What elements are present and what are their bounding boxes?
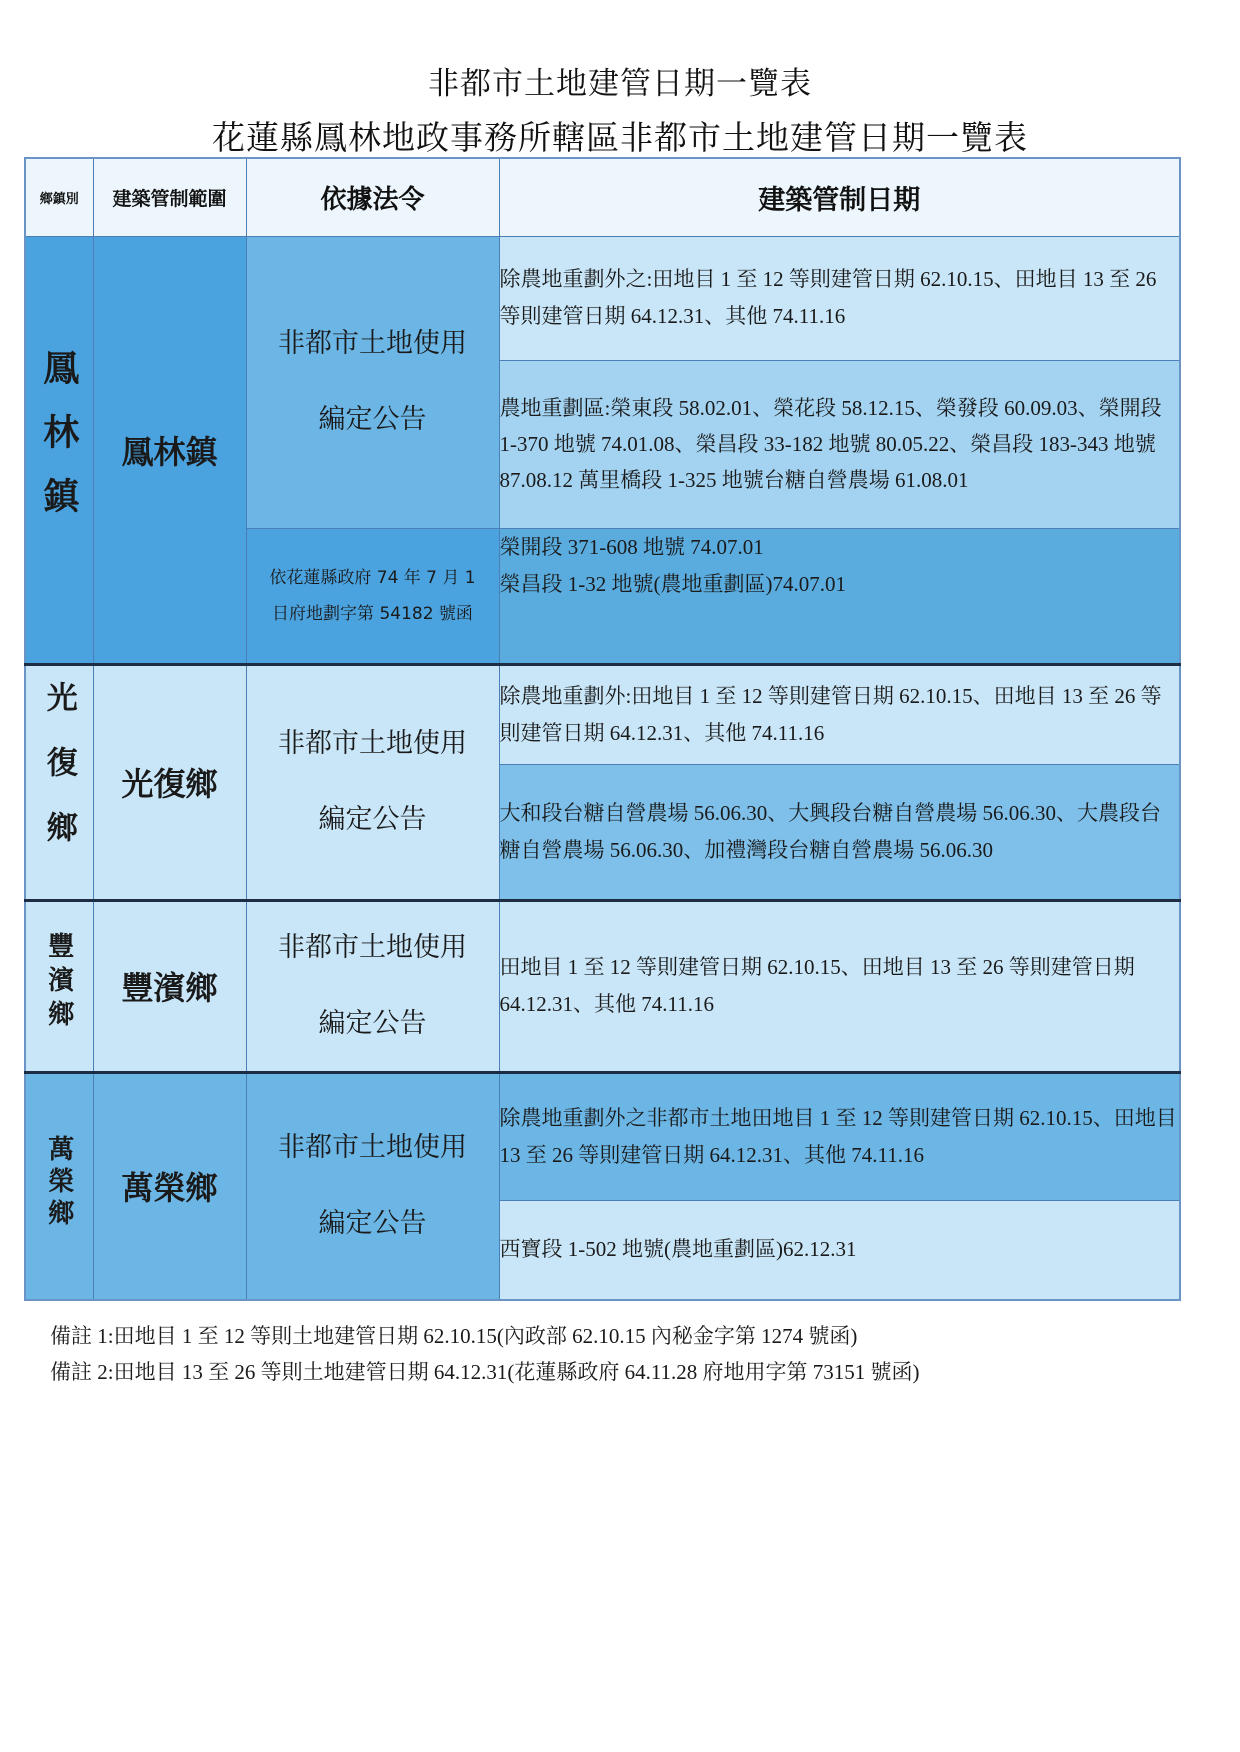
header-date: 建築管制日期: [499, 158, 1180, 236]
town-fengbin: [25, 900, 93, 1072]
town-wanrong-label: 萬榮鄉: [43, 1134, 74, 1231]
sub-title: 花蓮縣鳳林地政事務所轄區非都市土地建管日期一覽表: [212, 118, 1028, 157]
law-fenglin-b: [246, 528, 499, 664]
law-wanrong-line2: 編定公告: [318, 1208, 427, 1240]
scope-fengbin: 豐濱鄉: [93, 900, 246, 1072]
law-fenglin: [246, 236, 499, 528]
header-town: 鄉鎮別: [25, 158, 93, 236]
table-row: [25, 1072, 1180, 1200]
law-fengbin-line2: 編定公告: [318, 1008, 427, 1039]
law-guangfu-line2: 編定公告: [318, 804, 427, 835]
date-fenglin-3-line1: 榮開段 371-608 地號 74.07.01: [499, 534, 764, 559]
table-row: [25, 900, 1180, 1072]
law-fengbin: [246, 900, 499, 1072]
law-fenglin-line1: 非都市土地使用: [278, 328, 467, 359]
note-1: 備註 1:田地目 1 至 12 等則土地建管日期 62.10.15(內政部 62.10.15 內秘金字第 1274 號函): [50, 1324, 858, 1348]
scope-fenglin: 鳳林鎮: [93, 236, 246, 664]
date-fenglin-2: 農地重劃區:榮東段 58.02.01、榮花段 58.12.15、榮發段 60.09.03、榮開段 1-370 地號 74.01.08、榮昌段 33-182 地號 80.05.22、榮昌段 183-343 地號 87.08.12 萬里橋段 1-325 地號台糖自營農場 61.08.01: [499, 360, 1180, 528]
town-wanrong: [25, 1072, 93, 1300]
law-fenglin-line2: 編定公告: [318, 404, 427, 435]
table-row: [25, 664, 1180, 764]
table-header-row: [25, 158, 1180, 236]
date-guangfu-2: 大和段台糖自營農場 56.06.30、大興段台糖自營農場 56.06.30、大農段台糖自營農場 56.06.30、加禮灣段台糖自營農場 56.06.30: [499, 764, 1180, 900]
scope-wanrong: 萬榮鄉: [93, 1072, 246, 1300]
date-fenglin-3-line2: 榮昌段 1-32 地號(農地重劃區)74.07.01: [499, 571, 846, 596]
main-title: 非都市土地建管日期一覽表: [428, 66, 812, 102]
header-law: 依據法令: [246, 158, 499, 236]
law-fenglin-b-line1: 依花蓮縣政府 74 年 7 月 1: [269, 567, 476, 588]
town-guangfu-label: 光復鄉: [40, 680, 77, 876]
law-fengbin-line1: 非都市土地使用: [278, 932, 467, 963]
town-fenglin-label: 鳳林鎮: [37, 349, 80, 541]
date-fenglin-1: 除農地重劃外之:田地目 1 至 12 等則建管日期 62.10.15、田地目 13 至 26 等則建管日期 64.12.31、其他 74.11.16: [499, 236, 1180, 360]
notes: [50, 1318, 920, 1390]
law-wanrong-line1: 非都市土地使用: [278, 1132, 467, 1164]
law-guangfu-line1: 非都市土地使用: [278, 728, 467, 759]
town-fengbin-label: 豐濱鄉: [43, 931, 74, 1034]
town-guangfu: [25, 664, 93, 900]
date-wanrong-1: 除農地重劃外之非都市土地田地目 1 至 12 等則建管日期 62.10.15、田地目 13 至 26 等則建管日期 64.12.31、其他 74.11.16: [499, 1072, 1180, 1200]
town-fenglin: [25, 236, 93, 664]
date-fengbin-1: 田地目 1 至 12 等則建管日期 62.10.15、田地目 13 至 26 等則建管日期 64.12.31、其他 74.11.16: [499, 900, 1180, 1072]
scope-guangfu: 光復鄉: [93, 664, 246, 900]
law-guangfu: [246, 664, 499, 900]
date-fenglin-3: [499, 528, 1180, 664]
date-guangfu-1: 除農地重劃外:田地目 1 至 12 等則建管日期 62.10.15、田地目 13 至 26 等則建管日期 64.12.31、其他 74.11.16: [499, 664, 1180, 764]
table-row: [25, 236, 1180, 360]
date-wanrong-2: 西寶段 1-502 地號(農地重劃區)62.12.31: [499, 1200, 1180, 1300]
law-wanrong: [246, 1072, 499, 1300]
header-scope: 建築管制範圍: [93, 158, 246, 236]
law-fenglin-b-line2: 日府地劃字第 54182 號函: [272, 603, 473, 624]
note-2: 備註 2:田地目 13 至 26 等則土地建管日期 64.12.31(花蓮縣政府 64.11.28 府地用字第 73151 號函): [50, 1360, 920, 1384]
building-control-date-table: [24, 157, 1181, 1301]
